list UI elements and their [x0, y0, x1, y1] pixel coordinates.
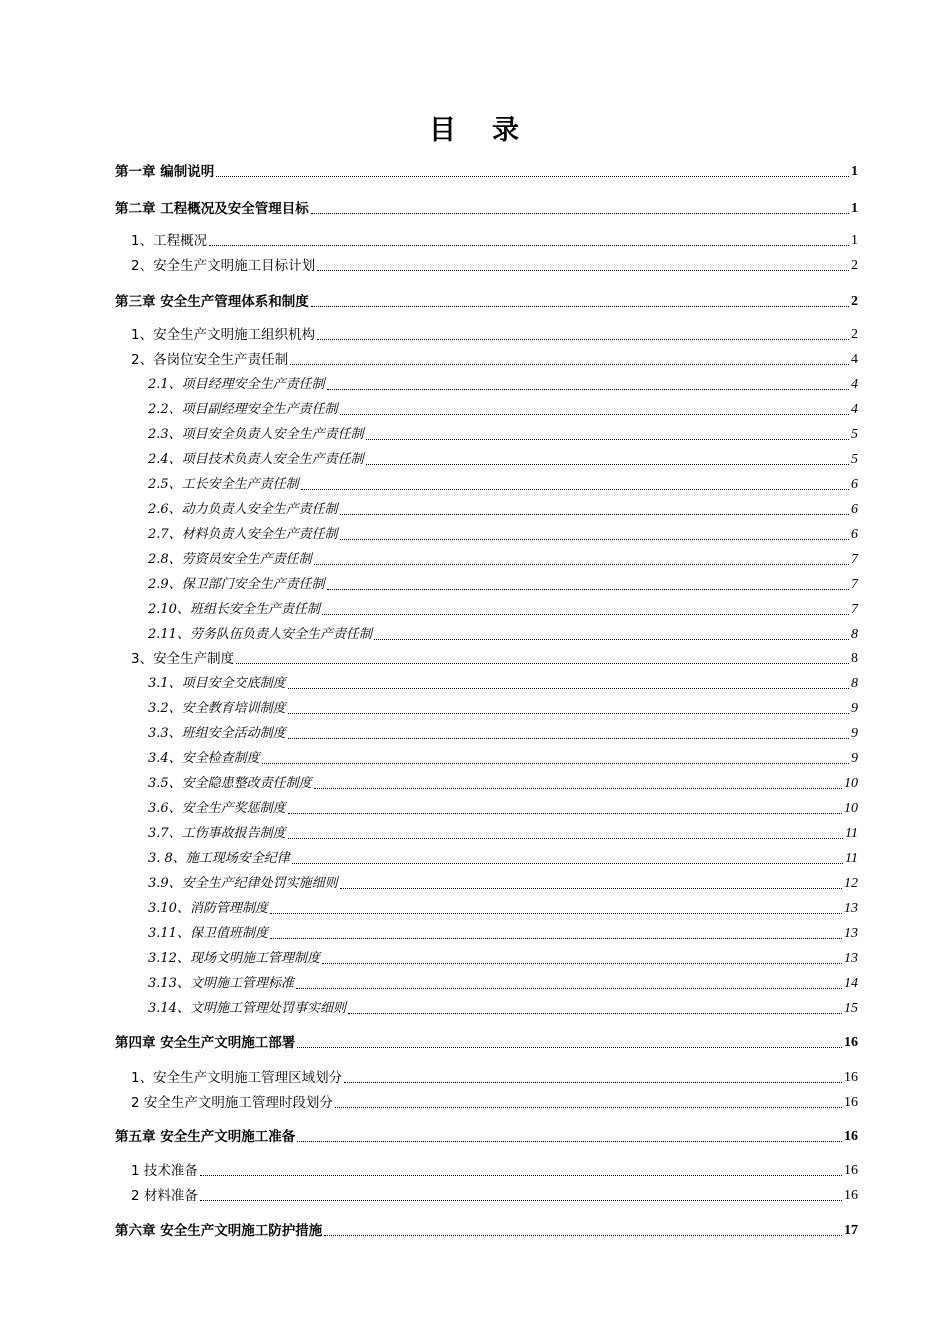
- toc-entry[interactable]: [148, 748, 858, 768]
- toc-entry-label: 3.3、班组安全活动制度: [148, 726, 286, 741]
- toc-entry-label: 1 技术准备: [131, 1163, 198, 1179]
- toc-entry-label: 2.7、材料负责人安全生产责任制: [148, 527, 338, 542]
- toc-entry[interactable]: [131, 648, 858, 668]
- toc-page-number: 9: [851, 701, 858, 716]
- toc-entry[interactable]: [148, 399, 858, 419]
- toc-page-number: 12: [844, 876, 858, 891]
- dot-leader: [335, 1107, 842, 1108]
- toc-page-number: 16: [844, 1095, 858, 1110]
- toc-page-number: 1: [851, 201, 858, 216]
- dot-leader: [366, 464, 849, 465]
- toc-page-number: 6: [851, 502, 858, 517]
- toc-entry[interactable]: [115, 198, 858, 218]
- toc-entry-label: 2.4、项目技术负责人安全生产责任制: [148, 452, 364, 467]
- dot-leader: [340, 414, 849, 415]
- toc-page-number: 16: [844, 1035, 858, 1050]
- dot-leader: [292, 863, 843, 864]
- toc-entry[interactable]: [148, 374, 858, 394]
- dot-leader: [297, 1047, 842, 1048]
- toc-entry[interactable]: [148, 823, 858, 843]
- dot-leader: [209, 245, 849, 246]
- dot-leader: [297, 1141, 842, 1142]
- toc-entry-label: 第五章 安全生产文明施工准备: [115, 1129, 296, 1145]
- toc-entry[interactable]: [131, 324, 858, 344]
- toc-page-number: 7: [851, 577, 858, 592]
- toc-page-number: 6: [851, 477, 858, 492]
- dot-leader: [366, 439, 849, 440]
- dot-leader: [327, 589, 849, 590]
- toc-page-number: 8: [851, 651, 858, 666]
- toc-page-number: 11: [845, 851, 858, 866]
- toc-page-number: 9: [851, 726, 858, 741]
- toc-entry[interactable]: [148, 574, 858, 594]
- dot-leader: [200, 1200, 842, 1201]
- dot-leader: [340, 514, 849, 515]
- toc-page-number: 6: [851, 527, 858, 542]
- toc-entry-label: 3.11、保卫值班制度: [148, 926, 268, 941]
- toc-entry-label: 2、安全生产文明施工目标计划: [131, 258, 316, 274]
- toc-entry-label: 2.1、项目经理安全生产责任制: [148, 377, 325, 392]
- toc-entry-label: 3.1、项目安全交底制度: [148, 676, 286, 691]
- toc-entry-label: 2.6、动力负责人安全生产责任制: [148, 502, 338, 517]
- toc-page-number: 13: [844, 951, 858, 966]
- toc-entry[interactable]: [131, 1092, 858, 1112]
- dot-leader: [296, 988, 842, 989]
- title-char-1: 目: [429, 115, 458, 146]
- dot-leader: [322, 614, 849, 615]
- dot-leader: [288, 813, 842, 814]
- toc-page-number: 1: [851, 233, 858, 248]
- toc-page-number: 13: [844, 901, 858, 916]
- toc-page-number: 8: [851, 627, 858, 642]
- toc-entry[interactable]: [131, 1160, 858, 1180]
- toc-entry-label: 3.5、安全隐患整改责任制度: [148, 776, 312, 791]
- toc-entry-label: 第四章 安全生产文明施工部署: [115, 1035, 296, 1051]
- dot-leader: [311, 306, 849, 307]
- toc-entry[interactable]: [148, 524, 858, 544]
- toc-page-number: 4: [851, 352, 858, 367]
- dot-leader: [340, 888, 842, 889]
- toc-entry[interactable]: [148, 898, 858, 918]
- toc-entry-label: 2.5、工长安全生产责任制: [148, 477, 299, 492]
- dot-leader: [344, 1082, 842, 1083]
- toc-entry-label: 3.10、消防管理制度: [148, 901, 268, 916]
- toc-entry[interactable]: [131, 1067, 858, 1087]
- toc-page-number: 13: [844, 926, 858, 941]
- toc-page-number: 8: [851, 676, 858, 691]
- toc-page-number: 16: [844, 1188, 858, 1203]
- toc-page-number: 4: [851, 377, 858, 392]
- toc-entry[interactable]: [148, 923, 858, 943]
- toc-entry-label: 2.8、劳资员安全生产责任制: [148, 552, 312, 567]
- toc-entry[interactable]: [148, 998, 858, 1018]
- toc-entry[interactable]: [115, 1032, 858, 1052]
- toc-page-number: 15: [844, 1001, 858, 1016]
- title-char-2: 录: [492, 115, 521, 146]
- toc-entry-label: 第二章 工程概况及安全管理目标: [115, 201, 309, 217]
- toc-entry-label: 2 材料准备: [131, 1188, 198, 1204]
- toc-page-number: 2: [851, 327, 858, 342]
- toc-entry-label: 3.9、安全生产纪律处罚实施细则: [148, 876, 338, 891]
- dot-leader: [374, 639, 849, 640]
- toc-entry[interactable]: [148, 723, 858, 743]
- toc-entry[interactable]: [148, 973, 858, 993]
- dot-leader: [301, 489, 849, 490]
- toc-entry[interactable]: [148, 499, 858, 519]
- toc-page-number: 7: [851, 602, 858, 617]
- toc-page-number: 2: [851, 258, 858, 273]
- dot-leader: [290, 364, 849, 365]
- toc-entry[interactable]: [148, 798, 858, 818]
- toc-page-number: 7: [851, 552, 858, 567]
- toc-entry-label: 3.2、安全教育培训制度: [148, 701, 286, 716]
- toc-entry-label: 3. 8、施工现场安全纪律: [148, 851, 290, 866]
- toc-entry-label: 3.4、安全检查制度: [148, 751, 260, 766]
- toc-entry[interactable]: [148, 698, 858, 718]
- toc-entry-label: 3.14、文明施工管理处罚事实细则: [148, 1001, 346, 1016]
- toc-entry[interactable]: [148, 624, 858, 644]
- toc-page-number: 10: [844, 801, 858, 816]
- toc-page-number: 14: [844, 976, 858, 991]
- toc-entry[interactable]: [148, 773, 858, 793]
- toc-entry-label: 1、安全生产文明施工管理区域划分: [131, 1070, 343, 1086]
- dot-leader: [340, 539, 849, 540]
- toc-entry-label: 2、各岗位安全生产责任制: [131, 352, 289, 368]
- toc-page-number: 16: [844, 1070, 858, 1085]
- toc-entry[interactable]: [115, 291, 858, 311]
- toc-entry-label: 3.12、现场文明施工管理制度: [148, 951, 320, 966]
- toc-entry-label: 2 安全生产文明施工管理时段划分: [131, 1095, 333, 1111]
- dot-leader: [324, 1235, 842, 1236]
- toc-entry[interactable]: [115, 161, 858, 181]
- toc-page-number: 10: [844, 776, 858, 791]
- dot-leader: [262, 763, 849, 764]
- toc-entry[interactable]: [131, 255, 858, 275]
- toc-entry[interactable]: [148, 474, 858, 494]
- dot-leader: [327, 389, 849, 390]
- toc-page-number: 16: [844, 1163, 858, 1178]
- toc-entry-label: 1、安全生产文明施工组织机构: [131, 327, 316, 343]
- toc-entry[interactable]: [131, 230, 858, 250]
- toc-entry[interactable]: [115, 1220, 858, 1240]
- toc-page-number: 1: [851, 164, 858, 179]
- toc-entry[interactable]: [148, 424, 858, 444]
- dot-leader: [314, 564, 849, 565]
- toc-page-number: 11: [845, 826, 858, 841]
- dot-leader: [317, 339, 849, 340]
- toc-page-number: 5: [851, 452, 858, 467]
- toc-entry-label: 第三章 安全生产管理体系和制度: [115, 294, 309, 310]
- toc-page-number: 4: [851, 402, 858, 417]
- toc-entry[interactable]: [148, 449, 858, 469]
- toc-entry-label: 2.11、劳务队伍负责人安全生产责任制: [148, 627, 372, 642]
- dot-leader: [270, 913, 842, 914]
- toc-entry[interactable]: [131, 349, 858, 369]
- dot-leader: [311, 213, 849, 214]
- toc-entry[interactable]: [148, 549, 858, 569]
- toc-entry-label: 2.10、班组长安全生产责任制: [148, 602, 320, 617]
- toc-entry-label: 3、安全生产制度: [131, 651, 235, 667]
- toc-entry-label: 3.6、安全生产奖惩制度: [148, 801, 286, 816]
- toc-page-number: 9: [851, 751, 858, 766]
- toc-entry[interactable]: [148, 848, 858, 868]
- toc-entry[interactable]: [131, 1185, 858, 1205]
- dot-leader: [288, 688, 849, 689]
- toc-entry[interactable]: [115, 1126, 858, 1146]
- dot-leader: [216, 176, 849, 177]
- toc-entry-label: 3.13、文明施工管理标准: [148, 976, 294, 991]
- toc-entry-label: 3.7、工伤事故报告制度: [148, 826, 286, 841]
- toc-entry[interactable]: [148, 599, 858, 619]
- toc-entry-label: 第六章 安全生产文明施工防护措施: [115, 1223, 323, 1239]
- dot-leader: [317, 270, 849, 271]
- toc-page-number: 17: [844, 1223, 858, 1238]
- dot-leader: [288, 738, 849, 739]
- dot-leader: [200, 1175, 842, 1176]
- toc-entry-label: 第一章 编制说明: [115, 164, 215, 180]
- toc-entry[interactable]: [148, 673, 858, 693]
- dot-leader: [348, 1013, 842, 1014]
- toc-page-number: 16: [844, 1129, 858, 1144]
- toc-entry-label: 2.9、保卫部门安全生产责任制: [148, 577, 325, 592]
- dot-leader: [270, 938, 842, 939]
- dot-leader: [236, 663, 849, 664]
- dot-leader: [288, 713, 849, 714]
- dot-leader: [314, 788, 842, 789]
- toc-entry[interactable]: [148, 948, 858, 968]
- toc-entry-label: 1、工程概况: [131, 233, 208, 249]
- toc-entry[interactable]: [148, 873, 858, 893]
- toc-page-number: 5: [851, 427, 858, 442]
- dot-leader: [288, 838, 843, 839]
- toc-entry-label: 2.2、项目副经理安全生产责任制: [148, 402, 338, 417]
- toc-entry-label: 2.3、项目安全负责人安全生产责任制: [148, 427, 364, 442]
- toc-page-number: 2: [851, 294, 858, 309]
- dot-leader: [322, 963, 842, 964]
